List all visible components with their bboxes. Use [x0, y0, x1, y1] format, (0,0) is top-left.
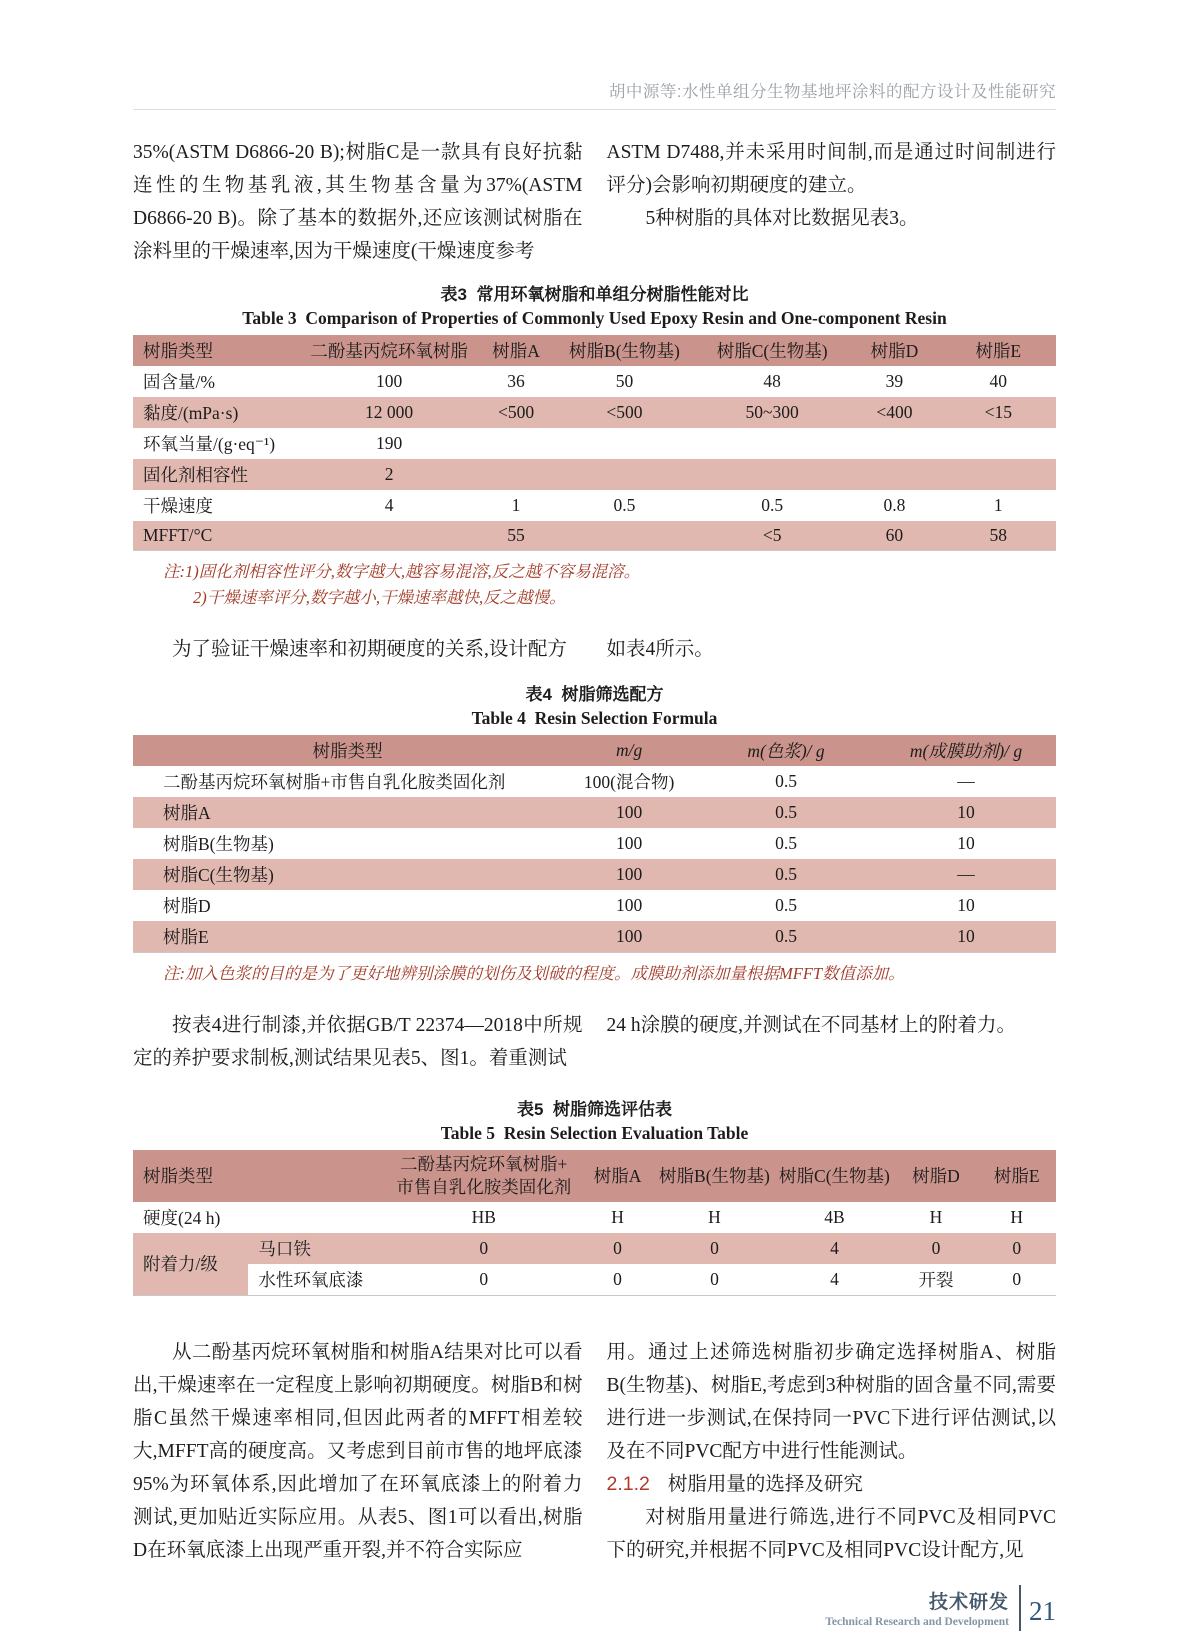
- table-row: [133, 428, 1056, 459]
- table-cell: 10: [957, 801, 975, 822]
- table-cell: 2: [384, 464, 394, 484]
- table-row: [133, 490, 1056, 521]
- table-cell: 60: [885, 524, 904, 545]
- table-cell: H: [1010, 1206, 1024, 1227]
- table-cell: 190: [375, 433, 403, 453]
- table-row: [133, 397, 1056, 428]
- footer-department: [825, 1587, 1009, 1628]
- table-cell: 100: [615, 832, 643, 853]
- table-cell: HB: [471, 1206, 496, 1227]
- table-cell: 0.5: [613, 495, 636, 515]
- table-row: [133, 859, 1056, 890]
- table-cell: 10: [957, 832, 975, 853]
- table-cell: 马口铁: [258, 1238, 311, 1259]
- table-cell: 50~300: [745, 402, 799, 422]
- table-cell: <500: [606, 402, 643, 422]
- table-cell: 干燥速度: [143, 496, 213, 516]
- table4-note: 注:加入色浆的目的是为了更好地辨别涂膜的划伤及划破的程度。成膜助剂添加量根据MFFT数值添加。: [163, 963, 905, 983]
- table5-adhesion-row-2: [133, 1264, 1056, 1296]
- table-cell: 4: [830, 1237, 839, 1258]
- table-cell: 0: [613, 1237, 622, 1258]
- table-cell: 48: [763, 371, 781, 391]
- table3-caption-en: Table 3 Comparison of Properties of Commonly Used Epoxy Resin and One-component Resin: [242, 308, 947, 328]
- table-cell: [696, 428, 848, 459]
- table-cell: 树脂B(生物基): [163, 833, 274, 854]
- table4-header-row: [133, 735, 1056, 766]
- table-row: [133, 890, 1056, 921]
- page-footer: [133, 1585, 1056, 1631]
- table3-header-cell: 树脂C(生物基): [716, 341, 828, 361]
- table4-header-cell: m(色浆)/ g: [747, 740, 825, 761]
- table-cell: 0.5: [775, 863, 797, 884]
- table-row: [133, 459, 1056, 490]
- mid1-right-paragraph: 如表4所示。: [606, 638, 714, 660]
- table-cell: 50: [615, 371, 634, 391]
- table-cell: 0.5: [775, 770, 797, 791]
- table-cell: 树脂C(生物基): [163, 864, 274, 885]
- table-cell: <5: [762, 524, 782, 545]
- table-cell: 0.5: [775, 832, 797, 853]
- table3-header-cell: 树脂A: [492, 341, 540, 361]
- table-cell: 固含量/%: [143, 372, 215, 392]
- mid2-left-paragraph: 按表4进行制漆,并依据GB/T 22374—2018中所规定的养护要求制板,测试结果见表5、图1。着重测试: [133, 1014, 583, 1069]
- discussion-left-paragraph: 从二酚基丙烷环氧树脂和树脂A结果对比可以看出,干燥速率在一定程度上影响初期硬度。树脂B和树脂C虽然干燥速率相同,但因此两者的MFFT相差较大,MFFT高的硬度高。又考虑到目前市售的地坪底漆95%为环氧体系,因此增加了在环氧底漆上的附着力测试,更加贴近实际应用。从表5、图1可以看出,树脂D在环氧底漆上出现严重开裂,并不符合实际应: [133, 1341, 583, 1561]
- table-cell: 0: [710, 1237, 719, 1258]
- table-cell: 100: [615, 925, 643, 946]
- discussion-right-paragraph-2: 对树脂用量进行筛选,进行不同PVC及相同PVC下的研究,并根据不同PVC及相同PVC设计配方,见: [606, 1506, 1056, 1561]
- table-cell: [553, 428, 696, 459]
- table-cell: 0: [479, 1268, 489, 1289]
- table-row: [133, 766, 1056, 797]
- table3: [133, 335, 1056, 551]
- table-cell: 12 000: [365, 402, 414, 422]
- mid-section-2: [133, 1009, 1056, 1075]
- page-number: 21: [1029, 1596, 1056, 1626]
- intro-section: [133, 136, 1056, 268]
- table-cell: 0.5: [775, 801, 797, 822]
- table-cell: 58: [989, 524, 1008, 545]
- section-number: 2.1.2: [606, 1472, 650, 1495]
- table-cell: 黏度/(mPa·s): [143, 403, 239, 423]
- table-cell: 树脂E: [163, 926, 209, 947]
- table-cell: 0.5: [775, 894, 797, 915]
- table5-header-cell: 树脂A: [593, 1166, 642, 1186]
- table3-notes: [133, 559, 1056, 611]
- table3-note-2: 2)干燥速率评分,数字越小,干燥速率越快,反之越慢。: [193, 587, 566, 607]
- table-cell: 0.5: [761, 495, 784, 515]
- intro-right-column: [607, 136, 1057, 268]
- table5-header-row: [133, 1150, 1056, 1202]
- table-cell: 0.5: [775, 925, 797, 946]
- table-cell: 树脂D: [163, 895, 211, 916]
- table-cell: 固化剂相容性: [143, 465, 248, 485]
- table-cell: 0: [710, 1268, 719, 1289]
- table5-header-cell: 树脂类型: [143, 1166, 213, 1186]
- table-cell: 树脂A: [163, 802, 211, 823]
- table4-caption-en: Table 4 Resin Selection Formula: [471, 707, 718, 728]
- table5-header-line2: 市售自乳化胺类固化剂: [396, 1176, 572, 1197]
- table-cell: 0: [931, 1237, 941, 1258]
- table-cell: [553, 521, 696, 550]
- table3-header-cell: 树脂B(生物基): [569, 341, 680, 361]
- table3-header-row: [133, 335, 1056, 366]
- table4: [133, 735, 1056, 953]
- table-cell: —: [957, 770, 975, 791]
- header-divider: [133, 109, 1056, 110]
- table-cell: [848, 459, 940, 490]
- table-cell: 环氧当量/(g·eq⁻¹): [143, 434, 276, 454]
- intro-left-column: [133, 136, 583, 268]
- table3-header-cell: 树脂类型: [143, 341, 213, 361]
- table-cell: [941, 428, 1056, 459]
- table3-header-cell: 树脂D: [870, 341, 919, 361]
- table-cell: 100: [615, 894, 643, 915]
- table-cell: 0.8: [883, 495, 906, 515]
- table-cell: 36: [507, 371, 525, 391]
- table4-header-cell: m(成膜助剂)/ g: [909, 740, 1023, 761]
- discussion-right-paragraph-1: 用。通过上述筛选树脂初步确定选择树脂A、树脂B(生物基)、树脂E,考虑到3种树脂的固含量不同,需要进行进一步测试,在保持同一PVC下进行评估测试,以及在不同PVC配方中进行性能测试。: [606, 1341, 1056, 1462]
- table-cell: [553, 459, 696, 490]
- discussion-right-column: [607, 1336, 1057, 1567]
- table-cell: MFFT/°C: [143, 524, 213, 545]
- table-row: [133, 828, 1056, 859]
- mid2-right-paragraph: 24 h涂膜的硬度,并测试在不同基材上的附着力。: [606, 1014, 1017, 1036]
- table-cell: 100(混合物): [583, 771, 675, 792]
- table3-header-cell: 二酚基丙烷环氧树脂: [310, 341, 468, 361]
- table4-body: [133, 766, 1056, 953]
- table5: [133, 1150, 1056, 1296]
- table-cell: [941, 459, 1056, 490]
- table-cell: 附着力/级: [133, 1233, 248, 1296]
- table-cell: H: [929, 1206, 943, 1227]
- table-cell: [848, 428, 940, 459]
- table-cell: H: [611, 1206, 624, 1227]
- table-cell: [479, 459, 553, 490]
- table-cell: 4: [384, 495, 394, 515]
- intro-right-paragraph-2: 5种树脂的具体对比数据见表3。: [645, 208, 919, 229]
- footer-divider: [1019, 1585, 1021, 1631]
- table4-header-cell: m/g: [615, 739, 643, 760]
- running-title: 胡中源等:水性单组分生物基地坪涂料的配方设计及性能研究: [608, 83, 1056, 101]
- table-row: [133, 521, 1056, 550]
- table-cell: 100: [615, 801, 643, 822]
- table-cell: 39: [885, 371, 904, 391]
- table-cell: 水性环氧底漆: [258, 1269, 364, 1290]
- table-cell: 0: [613, 1268, 622, 1289]
- table-cell: 二酚基丙烷环氧树脂+市售自乳化胺类固化剂: [163, 771, 506, 792]
- table-row: [133, 366, 1056, 397]
- discussion-section: [133, 1336, 1056, 1567]
- table-cell: <15: [984, 402, 1012, 422]
- table4-caption-zh: 表4 树脂筛选配方: [525, 684, 664, 704]
- table4-header-cell: 树脂类型: [312, 740, 383, 761]
- table5-caption-en: Table 5 Resin Selection Evaluation Table: [440, 1122, 749, 1143]
- table-cell: 10: [957, 894, 975, 915]
- footer-department-en: Technical Research and Development: [825, 1616, 1009, 1628]
- table5-header-cell: 树脂C(生物基): [779, 1166, 890, 1186]
- table5-header-cell: 树脂D: [912, 1166, 960, 1186]
- table-cell: [479, 428, 553, 459]
- table-cell: —: [957, 863, 975, 884]
- table5-hardness-row: [133, 1202, 1056, 1233]
- table-cell: 1: [993, 495, 1003, 515]
- table-cell: 10: [957, 925, 975, 946]
- table-cell: <500: [497, 402, 535, 422]
- table-cell: 40: [989, 371, 1008, 391]
- table5-header-line1: 二酚基丙烷环氧树脂+: [400, 1153, 568, 1174]
- table-cell: 0: [1012, 1268, 1022, 1289]
- table5-header-cell: [387, 1150, 581, 1202]
- table3-header-cell: 树脂E: [975, 341, 1022, 361]
- section-heading-2-1-2: [607, 1468, 1057, 1501]
- table-cell: 100: [375, 371, 403, 391]
- table3-note-1: 注:1)固化剂相容性评分,数字越大,越容易混溶,反之越不容易混溶。: [163, 561, 641, 581]
- section-title: 树脂用量的选择及研究: [667, 1473, 863, 1495]
- mid1-left-paragraph: 为了验证干燥速率和初期硬度的关系,设计配方: [172, 638, 567, 660]
- table5-header-cell: 树脂B(生物基): [659, 1166, 770, 1186]
- table3-caption-zh: 表3 常用环氧树脂和单组分树脂性能对比: [440, 285, 749, 304]
- table-cell: [696, 459, 848, 490]
- table-cell: 开裂: [918, 1269, 954, 1290]
- mid-section-1: [133, 633, 1056, 666]
- intro-right-paragraph-1: ASTM D7488,并未采用时间制,而是通过时间制进行评分)会影响初期硬度的建立。: [606, 142, 1056, 196]
- table-cell: [299, 521, 479, 550]
- table-cell: 0: [1012, 1237, 1022, 1258]
- table5-caption-zh: 表5 树脂筛选评估表: [517, 1099, 672, 1119]
- table-cell: 100: [615, 863, 643, 884]
- table5-adhesion-row-1: [133, 1233, 1056, 1264]
- table5-header-cell: 树脂E: [993, 1166, 1040, 1186]
- table-cell: 0: [479, 1237, 489, 1258]
- table-cell: <400: [876, 402, 913, 422]
- table-cell: H: [708, 1206, 721, 1227]
- table-row: [133, 921, 1056, 953]
- table-cell: 55: [507, 524, 525, 545]
- table-cell: 4: [830, 1268, 839, 1289]
- footer-department-zh: 技术研发: [928, 1592, 1009, 1613]
- discussion-left-column: [133, 1336, 583, 1567]
- table3-body: [133, 366, 1056, 550]
- intro-left-paragraph: 35%(ASTM D6866-20 B);树脂C是一款具有良好抗黏连性的生物基乳液,其生物基含量为37%(ASTM D6866-20 B)。除了基本的数据外,还应该测试树脂在涂料里的干燥速率,因为干燥速度(干燥速度参考: [133, 142, 583, 262]
- table-cell: 4B: [824, 1206, 845, 1227]
- table-cell: 1: [511, 495, 521, 515]
- table-cell: 硬度(24 h): [143, 1207, 221, 1228]
- table-row: [133, 797, 1056, 828]
